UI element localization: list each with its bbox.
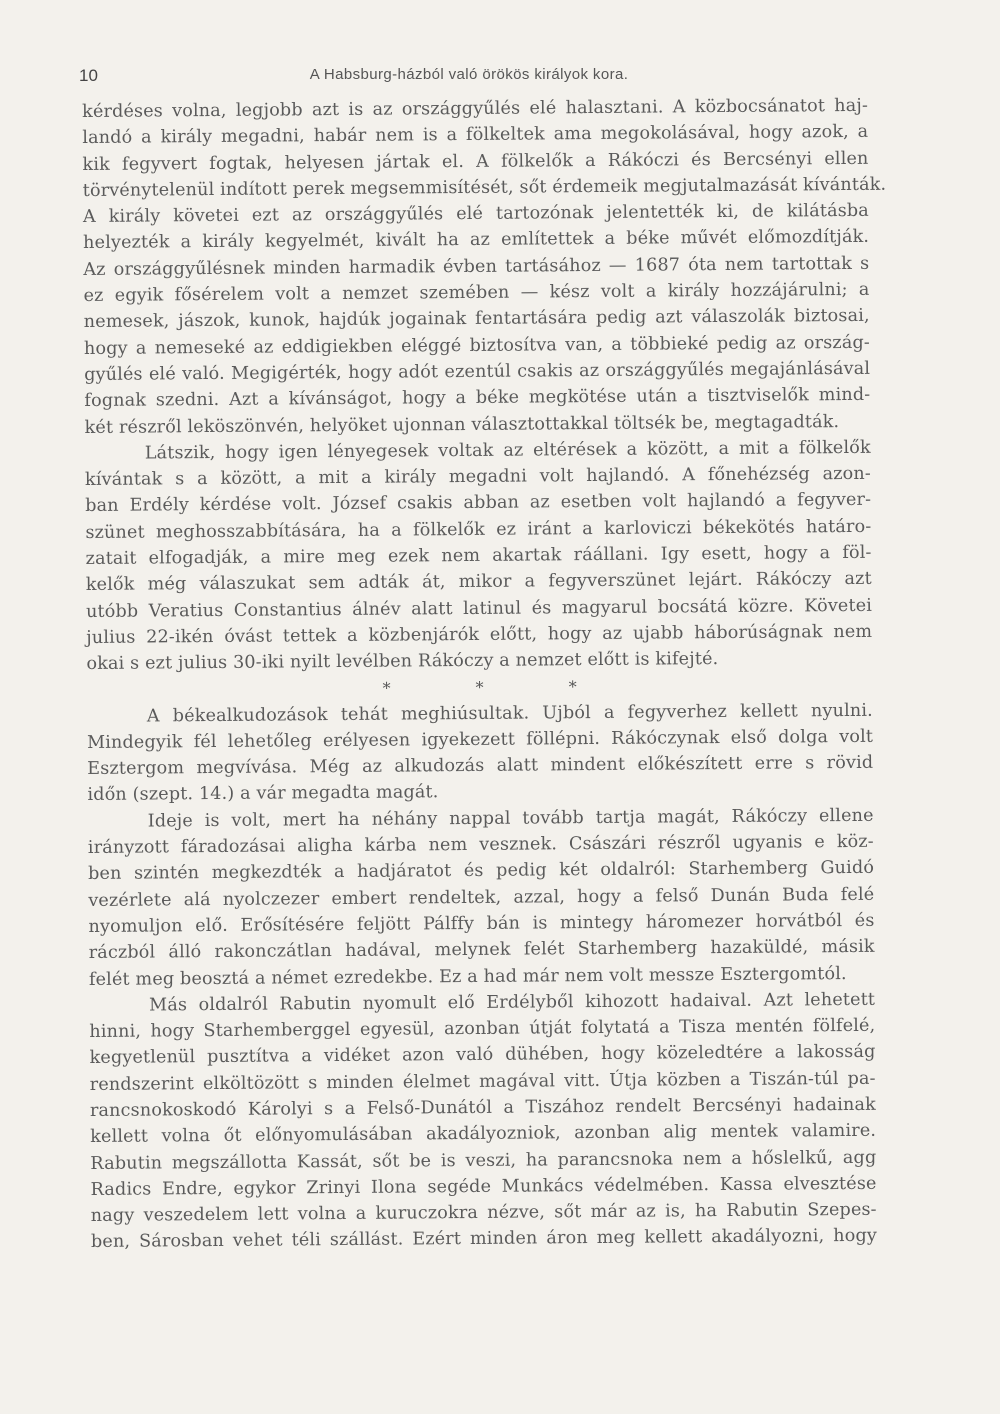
text-line: kik fegyvert fogtak, helyesen jártak el. A fölkelők a Rákóczi és Bercsényi ellen	[82, 148, 869, 175]
text-line: julius 22-ikén óvást tettek a közbenjárók előtt, hogy az ujabb háborúságnak nem	[86, 621, 873, 648]
text-line: ben szintén megkezdték a hadjáratot és pedig két oldalról: Starhemberg Guidó	[88, 858, 875, 885]
text-line: nemesek, jászok, kunok, hajdúk jogainak fentartására pedig azt válaszolák biztosai,	[83, 306, 870, 333]
page-header	[79, 66, 859, 92]
text-line: kegyetlenül pusztítva a vidéket azon való dühében, hogy közeledtére a lakosság	[89, 1042, 876, 1069]
text-line: vezérlete alá nyolczezer embert rendeltek, azzal, hogy a felső Dunán Buda felé	[88, 884, 875, 911]
text-line: Látszik, hogy igen lényegesek voltak az eltérések a között, a mit a fölkelők	[144, 437, 871, 464]
text-line: kelők még válaszukat sem adták át, mikor a fegyverszünet lejárt. Rákóczy azt	[85, 569, 872, 596]
text-line: Mindegyik fél lehetőleg erélyesen igyekezett föllépni. Rákóczynak első dolga volt	[86, 726, 874, 753]
text-line: Ideje is volt, mert ha néhány nappal tovább tartja magát, Rákóczy ellene	[147, 805, 874, 832]
text-line: szünet meghosszabbítására, ha a fölkelők ez iránt a karloviczi békekötés határo-	[85, 516, 872, 543]
running-title: A Habsburg-házból való örökös királyok kora.	[309, 66, 629, 83]
text-line: rendszerint elköltözött s minden élelmet magával vitt. Útja közben a Tiszán-túl pa-	[89, 1068, 876, 1095]
text-line: Rabutin megszállotta Kassát, sőt be is veszi, ha parancsnoka nem a hőslelkű, agg	[90, 1147, 877, 1174]
text-line: utóbb Veratius Constantius álnév alatt latinul és magyarul bocsátá közre. Követei	[85, 595, 873, 622]
text-line: gyűlés elé való. Megigérték, hogy adót ezentúl csakis az országgyűlés megajánlásával	[84, 358, 871, 385]
text-line: Más oldalról Rabutin nyomult elő Erdélyből kihozott hadaival. Azt lehetett	[149, 989, 876, 1016]
text-line: okai s ezt julius 30-iki nyilt levélben Rákóczy a nemzet előtt is kifejté.	[86, 649, 719, 675]
text-line: hogy a nemeseké az eddigiekben eléggé biztosítva van, a többieké pedig az ország-	[83, 332, 871, 359]
text-line: A király követei ezt az országgyűlés elé tartozónak jelentették ki, de kilátásba	[82, 201, 869, 228]
text-line: Radics Endre, egykor Zrinyi Ilona segéde Munkács védelmében. Kassa elvesztése	[90, 1173, 877, 1200]
text-line: irányzott fáradozásai aligha kárba nem vesznek. Császári részről ugyanis e köz-	[87, 831, 874, 858]
text-line: két részről leköszönvén, helyöket ujonnan választottakkal töltsék be, megtagadták.	[84, 411, 840, 438]
text-line: kellett volna őt előnyomulásában akadályozniok, azonban alig mentek valamire.	[90, 1121, 877, 1148]
text-line: nyomuljon elő. Erősítésére feljött Pálffy bán is mintegy háromezer horvátból és	[88, 910, 875, 937]
text-line: Esztergom megvívása. Még az alkudozás alatt mindent előkészített erre s rövid	[87, 752, 874, 780]
text-line: rancsnokoskodó Károlyi s a Felső-Dunától a Tiszához rendelt Bercsényi hadainak	[89, 1094, 877, 1121]
text-line: helyezték a király kegyelmét, kivált ha az említettek a béke művét előmozdítják.	[83, 227, 870, 254]
text-line: kívántak s a között, a mit a király megadni volt hajlandó. A főnehézség azon-	[84, 463, 872, 491]
text-line: törvénytelenül indított perek megsemmisítését, sőt érdemeik megjutalmazását kívánták.	[82, 174, 887, 201]
text-line: ben, Sárosban vehet téli szállást. Ezért minden áron meg kellett akadályozni, hogy	[90, 1226, 878, 1253]
page-number: 10	[79, 66, 98, 85]
text-line: ráczból álló rakonczátlan hadával, melynek felét Starhemberg hazaküldé, másik	[88, 937, 875, 964]
text-line: A békealkudozások tehát meghiúsultak. Ujból a fegyverhez kellett nyulni.	[146, 700, 873, 727]
section-separator: * * *	[382, 676, 617, 698]
text-line: fognak szedni. Azt a kívánságot, hogy a béke megkötése után a tisztviselők mind-	[84, 385, 871, 412]
text-line: nagy veszedelem lett volna a kuruczokra nézve, sőt már az is, ha Rabutin Szepes-	[90, 1199, 877, 1227]
body-text	[82, 93, 887, 1256]
text-line: ez egyik fősérelem volt a nemzet szemében — kész volt a király hozzájárulni; a	[83, 279, 870, 307]
text-line: zatait elfogadják, a mire meg ezek nem akartak ráállani. Igy esett, hogy a föl-	[85, 542, 872, 570]
text-line: felét meg beosztá a német ezredekbe. Ez a had már nem volt messze Esztergomtól.	[88, 963, 847, 990]
text-line: hinni, hogy Starhemberggel egyesül, azonban útját folytatá a Tisza mentén fölfelé,	[89, 1015, 876, 1043]
text-line: ban Erdély kérdése volt. József csakis abban az esetben volt hajlandó a fegyver-	[85, 490, 872, 517]
text-line: landó a király megadni, habár nem is a fölkeltek ama megokolásával, hogy azok, a	[82, 122, 869, 149]
text-line: kérdéses volna, legjobb azt is az országgyűlés elé halasztani. A közbocsánatot haj-	[82, 95, 869, 122]
text-line: Az országgyűlésnek minden harmadik évben tartásához — 1687 óta nem tartottak s	[83, 253, 870, 280]
text-line: időn (szept. 14.) a vár megadta magát.	[87, 782, 439, 806]
